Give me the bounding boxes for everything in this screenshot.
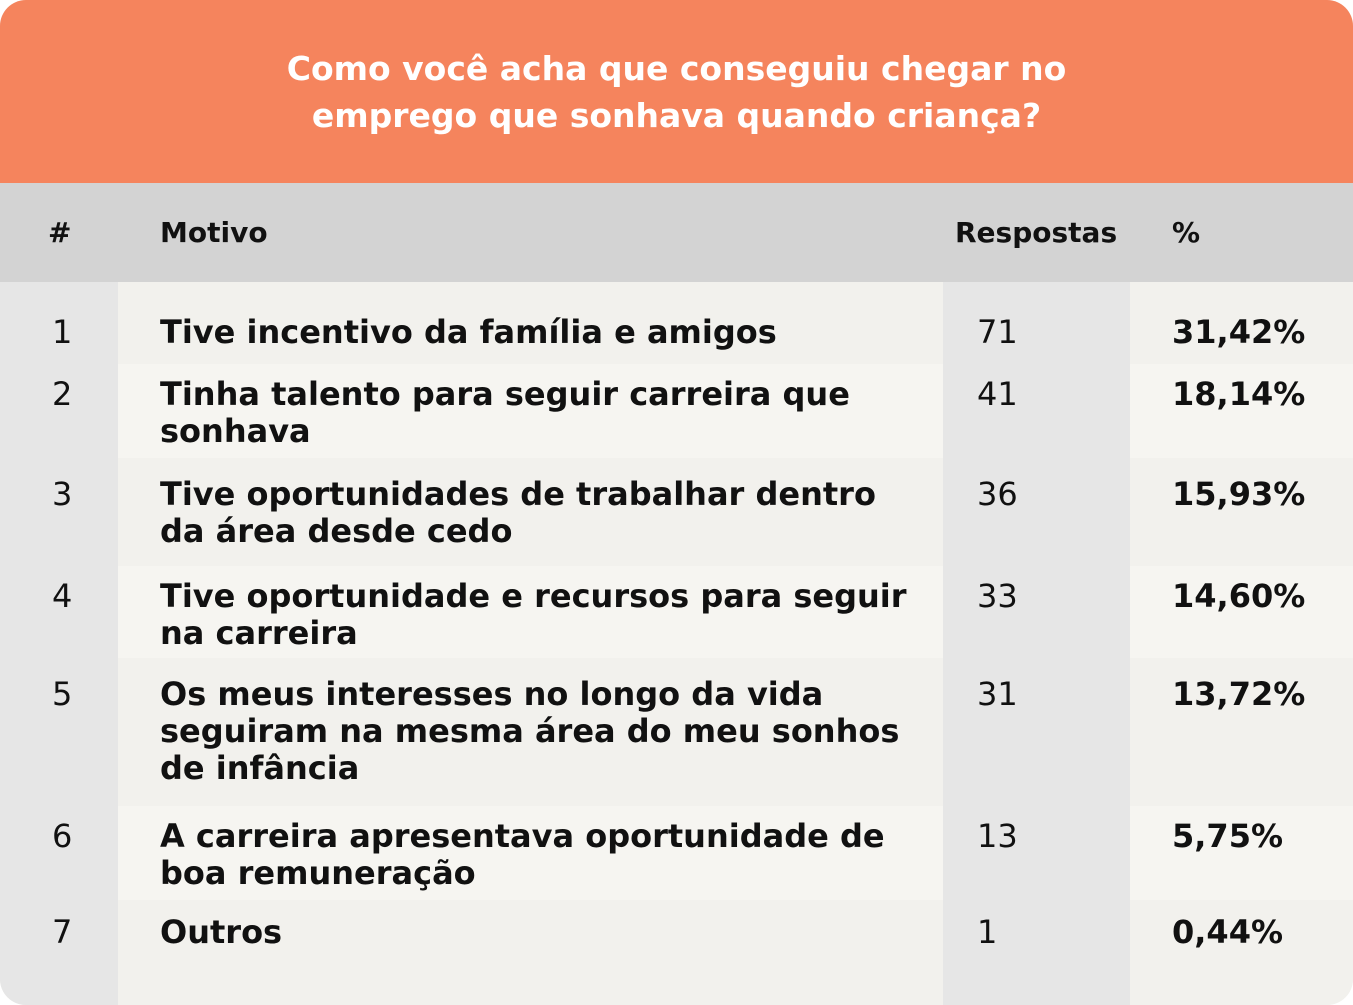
row-motivo: Tinha talento para seguir carreira que sonhava [160, 375, 850, 450]
table-row [0, 806, 1353, 900]
row-rank: 1 [52, 313, 73, 351]
table-title: Como você acha que conseguiu chegar no emprego que sonhava quando criança? [286, 48, 1067, 135]
table-row [0, 566, 1353, 658]
table-row [0, 282, 1353, 364]
row-motivo: A carreira apresentava oportunidade de boa remuneração [160, 817, 885, 892]
table-row [0, 900, 1353, 1005]
row-respostas-cell [943, 364, 1130, 458]
row-motivo: Tive oportunidades de trabalhar dentro da área desde cedo [160, 475, 876, 550]
row-motivo-cell [118, 566, 943, 658]
row-motivo-cell [118, 806, 943, 900]
row-percent: 31,42% [1172, 313, 1306, 351]
row-rank-cell [0, 566, 118, 658]
row-motivo: Os meus interesses no longo da vida seguiram na mesma área do meu sonhos de infância [160, 675, 900, 787]
row-respostas-cell [943, 900, 1130, 1005]
row-percent-cell [1130, 900, 1353, 1005]
row-rank: 2 [52, 375, 73, 413]
row-respostas: 71 [977, 313, 1018, 351]
row-motivo-cell [118, 282, 943, 364]
row-percent-cell [1130, 566, 1353, 658]
row-percent-cell [1130, 806, 1353, 900]
row-percent: 0,44% [1172, 913, 1284, 951]
row-percent: 15,93% [1172, 475, 1306, 513]
header-rank: # [48, 216, 72, 249]
row-percent: 5,75% [1172, 817, 1284, 855]
header-respostas: Respostas [955, 216, 1118, 249]
table-row [0, 658, 1353, 806]
row-rank: 5 [52, 675, 73, 713]
row-rank-cell [0, 900, 118, 1005]
table-row [0, 458, 1353, 566]
row-respostas: 1 [977, 913, 998, 951]
row-percent: 13,72% [1172, 675, 1306, 713]
row-percent-cell [1130, 458, 1353, 566]
row-respostas: 31 [977, 675, 1018, 713]
row-percent: 18,14% [1172, 375, 1306, 413]
row-rank: 3 [52, 475, 73, 513]
row-respostas: 33 [977, 577, 1018, 615]
row-rank-cell [0, 364, 118, 458]
table-title-bar [0, 0, 1353, 183]
row-respostas: 41 [977, 375, 1018, 413]
row-rank-cell [0, 658, 118, 806]
row-rank-cell [0, 282, 118, 364]
header-percent: % [1172, 216, 1201, 249]
row-rank: 6 [52, 817, 73, 855]
row-respostas: 36 [977, 475, 1018, 513]
row-motivo-cell [118, 364, 943, 458]
row-motivo-cell [118, 458, 943, 566]
row-respostas-cell [943, 282, 1130, 364]
row-respostas-cell [943, 458, 1130, 566]
row-respostas-cell [943, 658, 1130, 806]
row-respostas-cell [943, 566, 1130, 658]
row-respostas: 13 [977, 817, 1018, 855]
row-percent: 14,60% [1172, 577, 1306, 615]
table-body [0, 282, 1353, 1005]
row-percent-cell [1130, 658, 1353, 806]
row-motivo: Tive oportunidade e recursos para seguir na carreira [160, 577, 907, 652]
row-rank-cell [0, 458, 118, 566]
row-motivo-cell [118, 658, 943, 806]
row-motivo-cell [118, 900, 943, 1005]
row-percent-cell [1130, 364, 1353, 458]
row-motivo: Outros [160, 913, 283, 951]
row-percent-cell [1130, 282, 1353, 364]
row-respostas-cell [943, 806, 1130, 900]
table-row [0, 364, 1353, 458]
row-rank: 4 [52, 577, 73, 615]
row-rank: 7 [52, 913, 73, 951]
row-rank-cell [0, 806, 118, 900]
header-motivo: Motivo [160, 216, 268, 249]
table-header [0, 183, 1353, 282]
row-motivo: Tive incentivo da família e amigos [160, 313, 777, 351]
